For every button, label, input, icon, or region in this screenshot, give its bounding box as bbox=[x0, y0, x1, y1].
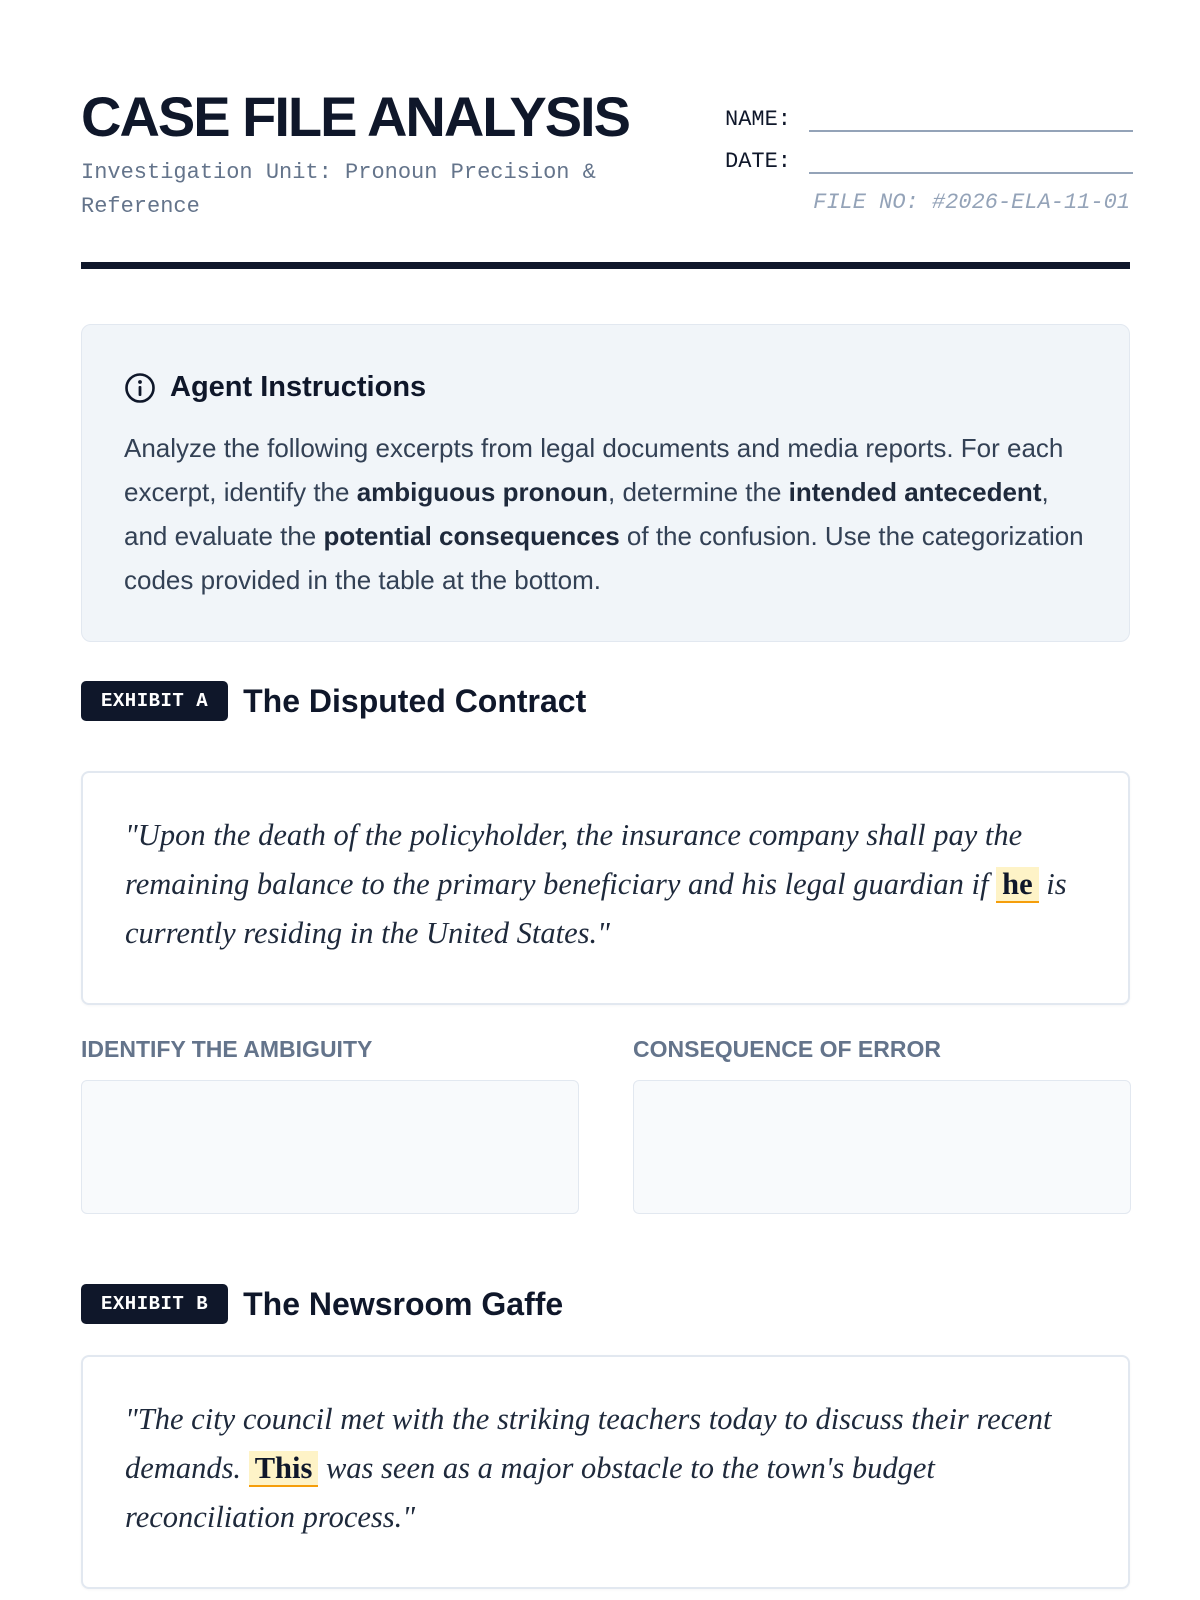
quote-text: "The city council met with the striking teachers today to discuss their recent demands. bbox=[125, 1402, 1052, 1485]
instructions-emphasis: potential consequences bbox=[323, 521, 620, 551]
name-field[interactable] bbox=[809, 104, 1133, 132]
instructions-panel bbox=[81, 324, 1130, 642]
exhibit-a-quote bbox=[125, 811, 1088, 958]
identify-ambiguity-label: IDENTIFY THE AMBIGUITY bbox=[81, 1036, 373, 1062]
worksheet-header bbox=[81, 0, 1130, 270]
instructions-run: of the confusion. Use the categorization codes provided in the table at the bottom. bbox=[124, 521, 1084, 595]
file-number: FILE NO: #2026-ELA-11-01 bbox=[813, 190, 1130, 215]
instructions-run: , determine the bbox=[608, 477, 789, 507]
date-field[interactable] bbox=[809, 146, 1133, 174]
date-field-row bbox=[725, 146, 1133, 174]
exhibit-b-badge: EXHIBIT B bbox=[81, 1284, 228, 1324]
ambiguous-pronoun-highlight: he bbox=[996, 867, 1039, 903]
quote-text: is currently residing in the United States." bbox=[125, 867, 1067, 950]
identify-ambiguity-input[interactable] bbox=[81, 1080, 579, 1214]
name-label: NAME: bbox=[725, 107, 792, 132]
ambiguous-pronoun-highlight: This bbox=[249, 1451, 319, 1487]
instructions-text bbox=[124, 426, 1089, 602]
info-circle-icon bbox=[124, 372, 156, 404]
page-subtitle: Investigation Unit: Pronoun Precision & Reference bbox=[81, 160, 596, 219]
consequence-input[interactable] bbox=[633, 1080, 1131, 1214]
exhibit-a-badge: EXHIBIT A bbox=[81, 681, 228, 721]
exhibit-b-excerpt bbox=[81, 1355, 1130, 1589]
consequence-label: CONSEQUENCE OF ERROR bbox=[633, 1036, 941, 1062]
exhibit-b-header bbox=[81, 1284, 563, 1324]
instructions-emphasis: intended antecedent bbox=[788, 477, 1042, 507]
date-label: DATE: bbox=[725, 149, 792, 174]
instructions-run: Analyze the following excerpts from legal documents and media reports. For each excerpt, identify the bbox=[124, 433, 1064, 507]
header-divider bbox=[81, 262, 1130, 269]
exhibit-a-title: The Disputed Contract bbox=[243, 682, 587, 719]
quote-text: was seen as a major obstacle to the town's budget reconciliation process." bbox=[125, 1451, 935, 1534]
name-field-row bbox=[725, 104, 1133, 132]
instructions-emphasis: ambiguous pronoun bbox=[356, 477, 608, 507]
instructions-header bbox=[124, 371, 1089, 404]
instructions-title: Agent Instructions bbox=[170, 371, 427, 403]
exhibit-a-header bbox=[81, 681, 586, 721]
exhibit-b-quote bbox=[125, 1395, 1088, 1542]
instructions-run: , and evaluate the bbox=[124, 477, 1049, 551]
page-title: CASE FILE ANALYSIS bbox=[81, 85, 629, 148]
quote-text: "Upon the death of the policyholder, the insurance company shall pay the remaining balance to the primary beneficiary and his legal guardian if bbox=[125, 818, 1023, 901]
exhibit-a-excerpt bbox=[81, 771, 1130, 1005]
worksheet-page bbox=[81, 0, 1130, 1534]
exhibit-b-title: The Newsroom Gaffe bbox=[243, 1285, 564, 1322]
